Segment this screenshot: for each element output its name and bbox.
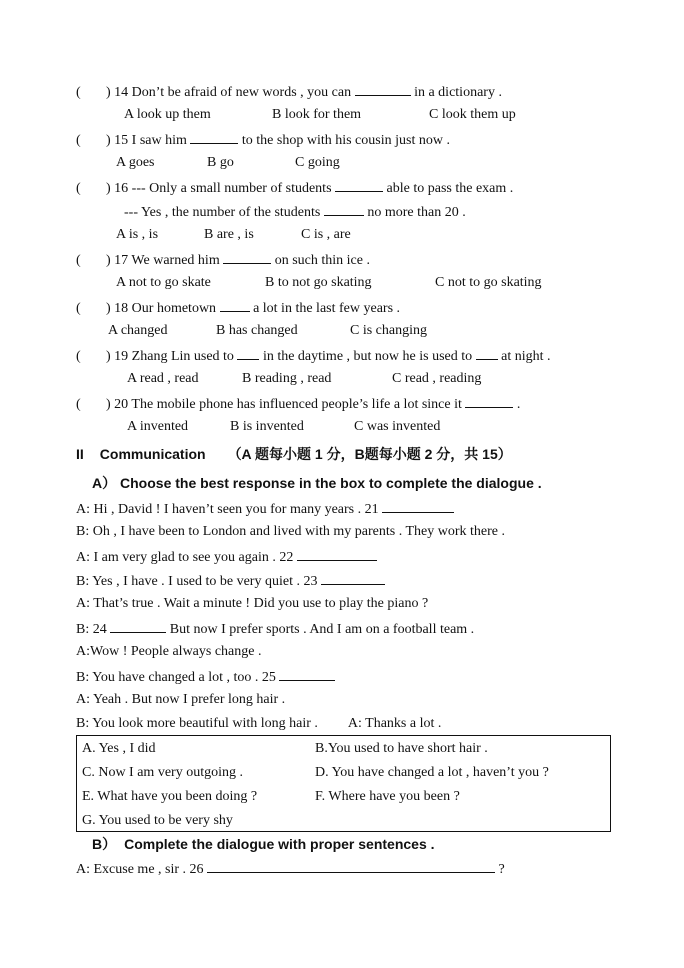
question-16: ( ) 16 --- Only a small number of students able to pass the exam . xyxy=(76,178,513,198)
answer-blank[interactable] xyxy=(321,571,385,585)
box-option: F. Where have you been ? xyxy=(315,789,460,804)
option: C look them up xyxy=(429,107,516,122)
box-option: C. Now I am very outgoing . xyxy=(82,765,243,780)
option: C was invented xyxy=(354,419,441,434)
box-option: D. You have changed a lot , haven’t you ? xyxy=(315,765,549,780)
answer-blank[interactable] xyxy=(324,202,364,216)
option: C is , are xyxy=(301,227,351,242)
question-15: ( ) 15 I saw him to the shop with his cousin just now . xyxy=(76,130,450,150)
dialogue-line: B: Oh , I have been to London and lived with my parents . They work there . xyxy=(76,524,505,539)
dialogue-line: B: You look more beautiful with long hair . A: Thanks a lot . xyxy=(76,716,442,731)
box-option: G. You used to be very shy xyxy=(82,813,233,828)
answer-blank[interactable] xyxy=(207,859,495,873)
dialogue-line: A: I am very glad to see you again . 22 xyxy=(76,547,377,567)
question-18: ( ) 18 Our hometown a lot in the last few years . xyxy=(76,298,400,318)
dialogue-line: B: Yes , I have . I used to be very quiet . 23 xyxy=(76,571,385,591)
part-b-question-26: A: Excuse me , sir . 26 ? xyxy=(76,859,505,879)
answer-bracket[interactable]: ( xyxy=(76,301,81,316)
option: A goes xyxy=(116,155,155,170)
question-14: ( ) 14 Don’t be afraid of new words , you can in a dictionary . xyxy=(76,82,502,102)
part-b-instruction: B） Complete the dialogue with proper sentences . xyxy=(92,836,435,852)
option: B has changed xyxy=(216,323,298,338)
answer-blank[interactable] xyxy=(223,250,271,264)
answer-bracket[interactable]: ( xyxy=(76,253,81,268)
option: B look for them xyxy=(272,107,362,122)
answer-blank[interactable] xyxy=(335,178,383,192)
answer-blank[interactable] xyxy=(190,130,238,144)
option: A look up them xyxy=(124,107,211,122)
box-option: A. Yes , I did xyxy=(82,741,156,756)
question-19: ( ) 19 Zhang Lin used to in the daytime , but now he is used to at night . xyxy=(76,346,551,366)
option: C not to go skating xyxy=(435,275,542,290)
option: B to not go skating xyxy=(265,275,372,290)
option: C is changing xyxy=(350,323,427,338)
answer-blank[interactable] xyxy=(297,547,377,561)
answer-blank[interactable] xyxy=(279,667,335,681)
answer-bracket[interactable]: ( xyxy=(76,397,81,412)
answer-blank[interactable] xyxy=(237,346,259,360)
option: C read , reading xyxy=(392,371,482,386)
dialogue-line: B: 24 But now I prefer sports . And I am on a football team . xyxy=(76,619,474,639)
box-option: B.You used to have short hair . xyxy=(315,741,488,756)
option: B is invented xyxy=(230,419,304,434)
part-a-instruction: A） Choose the best response in the box to complete the dialogue . xyxy=(92,475,542,491)
option: A invented xyxy=(127,419,189,434)
box-option: E. What have you been doing ? xyxy=(82,789,258,804)
answer-blank[interactable] xyxy=(476,346,498,360)
answer-blank[interactable] xyxy=(465,394,513,408)
section-heading: II Communication （A 题每小题 1 分，B题每小题 2 分，共 15） xyxy=(76,446,512,462)
answer-blank[interactable] xyxy=(110,619,166,633)
option: A read , read xyxy=(127,371,199,386)
dialogue-line: A:Wow ! People always change . xyxy=(76,644,262,659)
question-16-line2: --- Yes , the number of the students no more than 20 . xyxy=(124,202,466,222)
answer-bracket[interactable]: ( xyxy=(76,349,81,364)
answer-blank[interactable] xyxy=(382,499,454,513)
option: B reading , read xyxy=(242,371,332,386)
dialogue-line: A: Hi , David ! I haven’t seen you for many years . 21 xyxy=(76,499,454,519)
answer-blank[interactable] xyxy=(220,298,250,312)
dialogue-line: B: You have changed a lot , too . 25 xyxy=(76,667,335,687)
option: A is , is xyxy=(116,227,159,242)
answer-bracket[interactable]: ( xyxy=(76,181,81,196)
option: C going xyxy=(295,155,340,170)
option: A changed xyxy=(108,323,168,338)
answer-bracket[interactable]: ( xyxy=(76,85,81,100)
option: B go xyxy=(207,155,234,170)
question-17: ( ) 17 We warned him on such thin ice . xyxy=(76,250,370,270)
option: A not to go skate xyxy=(116,275,211,290)
option: B are , is xyxy=(204,227,254,242)
answer-bracket[interactable]: ( xyxy=(76,133,81,148)
question-20: ( ) 20 The mobile phone has influenced people’s life a lot since it . xyxy=(76,394,520,414)
answer-blank[interactable] xyxy=(355,82,411,96)
dialogue-line: A: Yeah . But now I prefer long hair . xyxy=(76,692,286,707)
dialogue-line: A: That’s true . Wait a minute ! Did you use to play the piano ? xyxy=(76,596,429,611)
